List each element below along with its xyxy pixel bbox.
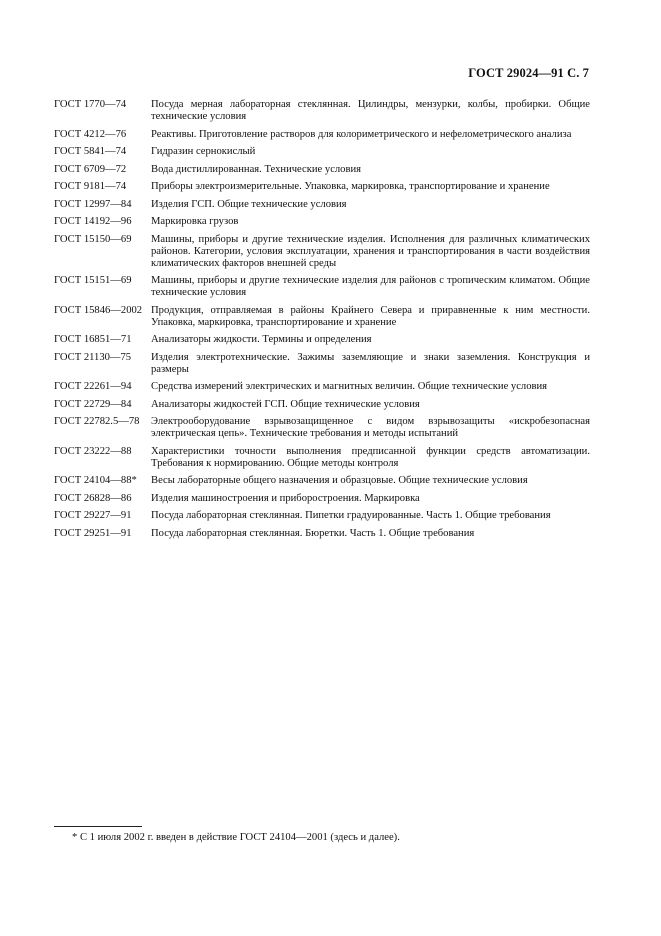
reference-row	[54, 334, 590, 346]
reference-code: ГОСТ 14192—96	[54, 216, 132, 227]
reference-code: ГОСТ 4212—76	[54, 128, 127, 140]
reference-row	[54, 399, 590, 411]
reference-row	[54, 199, 590, 211]
reference-title: Машины, приборы и другие технические изделия для районов с тропическим климатом. Общие технические условия	[151, 275, 590, 298]
reference-title: Вода дистиллированная. Технические условия	[151, 163, 362, 175]
reference-title: Приборы электроизмерительные. Упаковка, маркировка, транспортирование и хранение	[151, 181, 550, 192]
reference-row	[54, 416, 590, 440]
reference-row	[54, 146, 590, 158]
reference-code: ГОСТ 6709—72	[54, 163, 127, 175]
reference-title: Средства измерений электрических и магнитных величин. Общие технические условия	[151, 381, 548, 392]
reference-code: ГОСТ 22261—94	[54, 381, 132, 392]
reference-code: ГОСТ 26828—86	[54, 492, 132, 504]
reference-code: ГОСТ 24104—88*	[54, 475, 137, 486]
reference-title: Реактивы. Приготовление растворов для колориметрического и нефелометрического анализа	[151, 128, 572, 140]
reference-code: ГОСТ 5841—74	[54, 146, 127, 157]
reference-title: Гидразин сернокислый	[151, 146, 256, 157]
reference-row	[54, 381, 590, 393]
reference-title: Изделия электротехнические. Зажимы заземляющие и знаки заземления. Конструкция и размеры	[151, 351, 590, 375]
reference-code: ГОСТ 1770—74	[54, 99, 127, 110]
reference-row	[54, 493, 590, 505]
reference-code: ГОСТ 23222—88	[54, 445, 132, 457]
reference-title: Машины, приборы и другие технические изделия. Исполнения для различных климатических районов. Категории, условия эксплуатации, хранения и транспортирования в части воздействия климатических факторов внешней среды	[151, 233, 590, 269]
reference-code: ГОСТ 9181—74	[54, 181, 127, 192]
reference-code: ГОСТ 22782.5—78	[54, 416, 140, 427]
reference-row	[54, 475, 590, 487]
reference-title: Маркировка грузов	[151, 216, 239, 227]
reference-code: ГОСТ 29227—91	[54, 510, 132, 521]
reference-code: ГОСТ 15151—69	[54, 275, 132, 286]
reference-row	[54, 305, 590, 329]
reference-title: Анализаторы жидкости. Термины и определения	[151, 334, 372, 345]
reference-title: Весы лабораторные общего назначения и образцовые. Общие технические условия	[151, 475, 528, 486]
reference-code: ГОСТ 15846—2002	[54, 304, 143, 316]
reference-code: ГОСТ 15150—69	[54, 233, 132, 245]
reference-row	[54, 181, 590, 193]
reference-row	[54, 234, 590, 270]
reference-title: Посуда мерная лабораторная стеклянная. Цилиндры, мензурки, колбы, пробирки. Общие технические условия	[151, 99, 590, 122]
reference-title: Продукция, отправляемая в районы Крайнего Севера и приравненные к ним местности. Упаковка, маркировка, транспортирование и хранение	[151, 304, 590, 328]
references-list	[54, 99, 590, 545]
reference-title: Посуда лабораторная стеклянная. Бюретки. Часть 1. Общие требования	[151, 527, 475, 539]
reference-row	[54, 129, 590, 141]
reference-row	[54, 528, 590, 540]
reference-code: ГОСТ 21130—75	[54, 351, 132, 363]
reference-title: Изделия машиностроения и приборостроения. Маркировка	[151, 492, 420, 504]
reference-code: ГОСТ 12997—84	[54, 198, 132, 210]
reference-title: Анализаторы жидкостей ГСП. Общие технические условия	[151, 398, 420, 410]
reference-code: ГОСТ 22729—84	[54, 398, 132, 410]
footnote: * С 1 июля 2002 г. введен в действие ГОСТ 24104—2001 (здесь и далее).	[72, 832, 400, 843]
reference-row	[54, 216, 590, 228]
reference-row	[54, 446, 590, 470]
reference-row	[54, 352, 590, 376]
footnote-divider	[54, 826, 142, 827]
reference-row	[54, 99, 590, 123]
reference-code: ГОСТ 29251—91	[54, 527, 132, 539]
reference-row	[54, 510, 590, 522]
reference-title: Характеристики точности выполнения предписанной функции средств автоматизации. Требования к нормированию. Общие методы контроля	[151, 445, 590, 469]
reference-code: ГОСТ 16851—71	[54, 334, 132, 345]
reference-row	[54, 275, 590, 299]
reference-title: Посуда лабораторная стеклянная. Пипетки градуированные. Часть 1. Общие требования	[151, 510, 551, 521]
reference-title: Изделия ГСП. Общие технические условия	[151, 198, 347, 210]
page-header: ГОСТ 29024—91 С. 7	[468, 66, 589, 80]
reference-title: Электрооборудование взрывозащищенное с видом взрывозащиты «искробезопасная электрическая цепь». Технические требования и методы испытаний	[151, 416, 590, 439]
reference-row	[54, 164, 590, 176]
